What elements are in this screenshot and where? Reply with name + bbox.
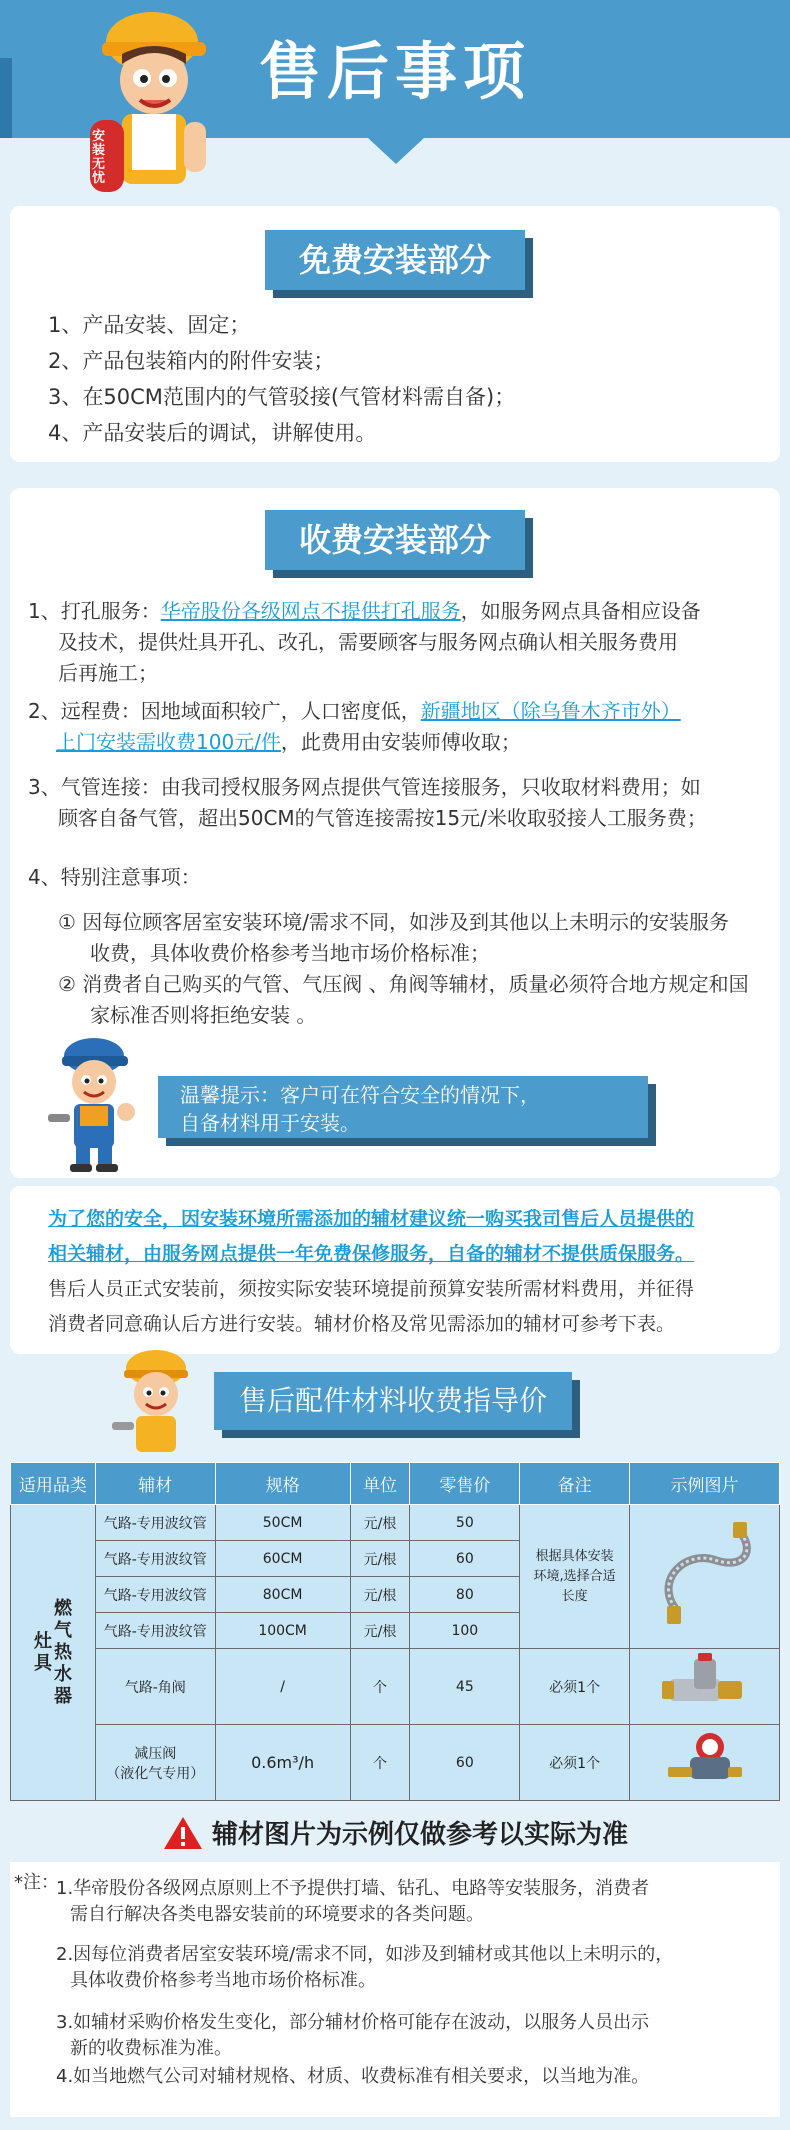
angle-valve-image-cell: [630, 1649, 780, 1725]
paid-item-4: 4、特别注意事项： ① 因每位顾客居室安装环境/需求不同，如涉及到其他以上未明示的安装服务 收费，具体收费价格参考当地市场价格标准； ② 消费者自己购买的气管、气压阀 、角阀等辅材，质量必须符合地方规定和国 家标准否则将拒绝安装 。: [28, 865, 749, 1027]
list-item: 1、产品安装、固定；: [48, 313, 251, 337]
table-row: 减压阀 （液化气专用） 0.6m³/h 个 60 必须1个: [11, 1725, 780, 1801]
col-header: 单位: [350, 1463, 410, 1505]
safe-badge-text: 安装无忧: [92, 129, 106, 186]
mechanic-mascot-icon: [44, 1034, 144, 1174]
table-row: 气路-专用波纹管 80CM 元/根 80: [11, 1577, 780, 1613]
col-header: 零售价: [410, 1463, 520, 1505]
list-item: 4、产品安装后的调试，讲解使用。: [48, 421, 377, 445]
table-row: 气路-专用波纹管 60CM 元/根 60: [11, 1541, 780, 1577]
category-cell: 灶 具 燃 气 热 水 器: [11, 1505, 96, 1801]
table-row: 灶 具 燃 气 热 水 器 气路-专用波纹管 50CM 元/根 50 根据具体安装 环境,选择合适 长度: [11, 1505, 780, 1541]
paid-install-title: 收费安装部分: [265, 510, 525, 570]
warning-icon: [162, 1815, 204, 1851]
note-item: 1.华帝股份各级网点原则上不予提供打墙、钻孔、电路等安装服务，消费者 需自行解决各类电器安装前的环境要求的各类问题。: [56, 1878, 650, 1925]
col-header: 适用品类: [11, 1463, 96, 1505]
xinjiang-link[interactable]: 新疆地区（除乌鲁木齐市外）: [420, 699, 681, 723]
page-title: 售后事项: [258, 35, 531, 108]
col-header: 备注: [520, 1463, 630, 1505]
helmet-mascot-icon: [108, 1346, 204, 1458]
notes-panel: [10, 1862, 780, 2117]
table-header-row: [11, 1463, 780, 1505]
note-item: 2.因每位消费者居室安装环境/需求不同，如涉及到辅材或其他以上未明示的， 具体收费价格参考当地市场价格标准。: [56, 1944, 674, 1991]
warning-line: 辅材图片为示例仅做参考以实际为准: [0, 1814, 790, 1851]
paid-item-3: 3、气管连接：由我司授权服务网点提供气管连接服务，只收取材料费用；如 顾客自备气管，超出50CM的气管连接需按15元/米收取驳接人工服务费；: [28, 775, 707, 830]
free-install-title: 免费安装部分: [265, 230, 525, 290]
note-item: 3.如辅材采购价格发生变化，部分辅材价格可能存在波动，以服务人员出示 新的收费标准为准。: [56, 2012, 650, 2059]
list-item: 3、在50CM范围内的气管驳接(气管材料需自备)；: [48, 385, 516, 409]
paid-item-2: 2、远程费：因地域面积较广，人口密度低，新疆地区（除乌鲁木齐市外） 上门安装需收费100元/件，此费用由安装师傅收取；: [28, 699, 681, 754]
gas-hose-icon: [645, 1520, 765, 1630]
accessories-title: 售后配件材料收费指导价: [214, 1372, 572, 1430]
col-header: 规格: [215, 1463, 350, 1505]
list-item: 2、产品包装箱内的附件安装；: [48, 349, 335, 373]
header-notch: [368, 138, 424, 164]
table-row: 气路-角阀 / 个 45 必须1个: [11, 1649, 780, 1725]
hose-note-cell: 根据具体安装 环境,选择合适 长度: [520, 1505, 630, 1649]
paid-item-1: 1、打孔服务：华帝股份各级网点不提供打孔服务，如服务网点具备相应设备 及技术，提供灶具开孔、改孔，需要顾客与服务网点确认相关服务费用 后再施工；: [28, 599, 701, 685]
hose-image-cell: [630, 1505, 780, 1649]
free-install-list: [48, 307, 515, 451]
remote-fee-link[interactable]: 上门安装需收费100元/件: [56, 730, 281, 754]
regulator-image-cell: [630, 1725, 780, 1801]
angle-valve-icon: [660, 1653, 750, 1717]
table-row: 气路-专用波纹管 100CM 元/根 100: [11, 1613, 780, 1649]
col-header: 辅材: [95, 1463, 215, 1505]
col-header: 示例图片: [630, 1463, 780, 1505]
note-item: 4.如当地燃气公司对辅材规格、材质、收费标准有相关要求，以当地为准。: [56, 2066, 650, 2087]
tip-box: 温馨提示：客户可在符合安全的情况下， 自备材料用于安装。: [158, 1076, 648, 1138]
notes-label: *注：: [14, 1872, 59, 1893]
accessories-table: [10, 1462, 780, 1801]
no-drilling-link[interactable]: 华帝股份各级网点不提供打孔服务: [160, 599, 461, 623]
pressure-regulator-icon: [660, 1729, 750, 1793]
safety-text: 为了您的安全，因安装环境所需添加的辅材建议统一购买我司售后人员提供的 相关辅材，由服务网点提供一年免费保修服务，自备的辅材不提供质保服务。 售后人员正式安装前，须按实际安装环境提前预算安装所需材料费用，并征得 消费者同意确认后方进行安装。辅材价格及常见需添加的辅材可参考下表。: [48, 1208, 695, 1335]
